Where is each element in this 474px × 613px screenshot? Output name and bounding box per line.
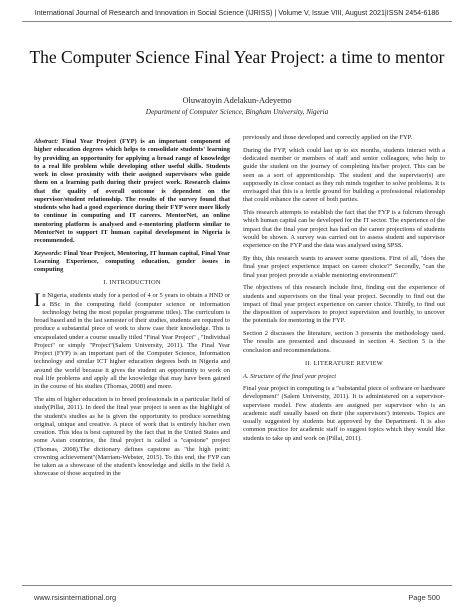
- header-divider: [22, 21, 452, 22]
- drop-cap: I: [34, 290, 41, 312]
- intro-paragraph-1-text: n Nigeria, students study for a period of 4 or 5 years to obtain a HND or a BSc in the computing field (computer science or information technology being the most popular programme titles). The curriculum is broad based and in the last semester of their studies, students are required to produce a substantial piece of work to show case their knowledge. This is encapsulated under a course usually titled "Final Year Project" , "Individual Project" or simply "Project"(Salem University, 2011). The Final Year Project (FYP) is an important part of the Computer Science, Information technology and similar ICT higher education degrees both in Nigeria and around the world because it gives the student an opportunity to work on real life problems and apply all the knowledge that may have been gained in the course of his studies (Thomas, 2008) and more.: [34, 292, 230, 391]
- left-column: [34, 138, 230, 483]
- abstract: [34, 138, 230, 245]
- keywords-label: Keywords: [34, 249, 60, 257]
- intro-paragraph-1: [34, 292, 230, 391]
- section-heading-introduction: I. INTRODUCTION: [103, 279, 161, 287]
- right-paragraph-3: By this, this research wants to answer some questions. First of all, "does the final year project experience impact on career choice?" Secondly, "can the final year project provide a viable mentoring environment?": [243, 255, 445, 279]
- intro-paragraph-2: The aim of higher education is to breed professionals in a particular field of study(Pillai, 2011). In deed the final year project is seen as the highlight of the student's studies as he is given the opportunity to produce something original, unique and creative. A piece of work that is entirely his/her own creation. This idea is best captured by the fact that in the United States and some Asian countries, the final project is called a "capstone" project (Thomas, 2008).The dictionary defines capstone as "the high point: crowning achievement"(Marriam-Webster, 2015). To this end, the FYP can be taken as a showcase of the student's knowledge and skills in the field A showcase of those acquired in the: [34, 396, 230, 478]
- right-paragraph-4: The objectives of this research include first, finding out the experience of students and supervisors on the final year project. Secondly to find out the impact of final year project experience on career choice. Thirdly, to find out the disposition of supervisors to project supervision and fourthly, to uncover the potentials for mentoring in the FYP.: [243, 284, 445, 325]
- running-header: International Journal of Research and Innovation in Social Science (IJRISS) | Volume V, Issue VIII, August 2021|ISSN 2454-6186: [34, 9, 440, 17]
- abstract-label: Abstract:: [34, 138, 63, 145]
- footer-website: www.rsisinternational.org: [34, 593, 117, 602]
- author-affiliation: Department of Computer Science, Bingham University, Nigeria: [145, 108, 329, 116]
- right-column: [243, 134, 445, 447]
- keywords-text: : Final Year Project, Mentoring, IT human capital, Final Year Learning Experience, computing education, gender issues in computing: [34, 249, 230, 274]
- keywords: [34, 250, 230, 275]
- section-heading-literature-review: II. LITERATURE REVIEW: [304, 359, 384, 367]
- footer-divider: [22, 585, 452, 586]
- footer-page-number: Page 500: [408, 593, 440, 602]
- subsection-heading: A. Structure of the final year project: [243, 372, 337, 380]
- right-paragraph-6: Final year project in computing is a "substantial piece of software or hardware development" (Salem University, 2011). It is administered on a supervisor-supervisee model. Few students are assigned per supervisor who is an academic staff usually based on their (the supervisors') interests. Topics are usually suggested by students but approved by the Department. It is also common practice for academic staff to suggest topics which they would like students to take up and work on (Pillai, 2011).: [243, 385, 445, 442]
- abstract-text: Final Year Project (FYP) is an important component of higher education degrees which helps to consolidate students' learning by providing an opportunity for applying a broad range of knowledge to a real life problem while developing other useful skills. Students work in close proximity with their assigned supervisors who guide them on a learning path during their project work. Research claims that the quality of overall outcome is dependent on the supervisor/student relationship. The results of the survey found that students who had a good experience during their FYP were more likely to continue in computing and IT careers. MentorNet, an online mentoring platform is analysed and e-mentoring platform similar to MentorNet to support IT human capital development in Nigeria is recommended.: [34, 138, 231, 244]
- right-paragraph-0: previously and those developed and correctly applied on the FYP.: [243, 134, 413, 141]
- right-paragraph-1: During the FYP, which could last up to six months, students interact with a dedicated member or members of staff and senior colleagues, who help to guide the student on the journey of completing his/her project. This can be seen as a sort of apprenticeship. The student and the supervisor(s) are supposedly in close contact as they rub minds together to solve problems. It is envisaged that this is a fertile ground for building a professional relationship that could enhance the career of both parties.: [243, 146, 445, 204]
- author-name: Oluwatoyin Adelakun-Adeyemo: [182, 96, 292, 105]
- paper-title: The Computer Science Final Year Project: a time to mentor: [29, 47, 445, 67]
- right-paragraph-2: This research attempts to establish the fact that the FYP is a fulcrum through which human capital can be developed for the IT sector. The experience of the impact that the final year project has had on the career projections of students would be shown. A survey was carried out to assess student and supervisor experience on the FYP and the data was analysed using SPSS.: [243, 209, 445, 250]
- right-paragraph-5: Section 2 discusses the literature, section 3 presents the methodology used. The results are presented and discussed in section 4. Section 5 is the conclusion and recommendations.: [243, 330, 445, 354]
